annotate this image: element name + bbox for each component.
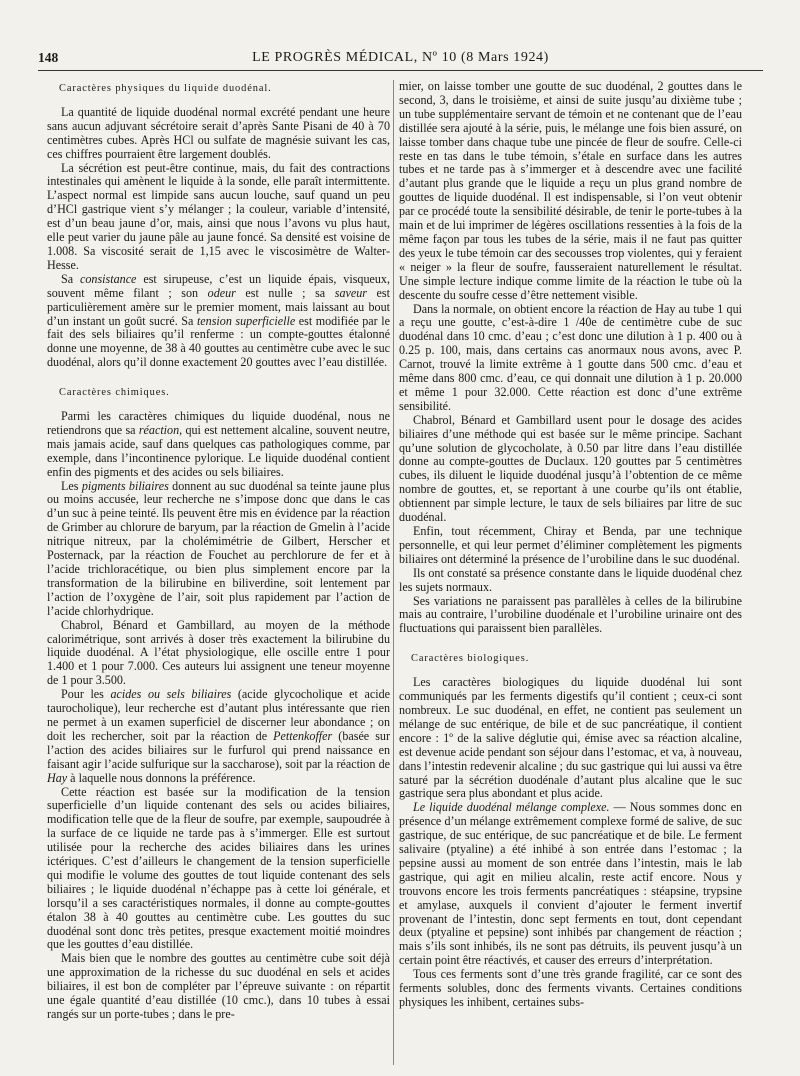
right-column: [399, 80, 742, 1065]
section-heading-chemical: Caractères chimiques.: [59, 387, 170, 399]
paragraph: Les pigments biliaires donnent au suc duodénal sa teinte jaune plus ou moins accusée, leur recherche ne s’impose donc que dans le cas d’un suc à peine teinté. Ils peuvent être mis en évidence par la réaction de Grimber au chlorure de baryum, par la réaction de Gmelin à l’acide nitrique nitreux, par la cholémimétrie de Gilbert, Herscher et Posternack, par la réaction de Fouchet au perchlorure de fer et à l’acide trichloracétique, ou bien plus simplement encore par la transformation de la bilirubine en biliverdine, soit lentement par l’action de l’oxygène de l’air, soit plus rapidement par l’action de l’acide chlorhydrique.: [47, 478, 390, 618]
paragraph: Le liquide duodénal mélange complexe. — Nous sommes donc en présence d’un mélange extrêmement complexe formé de salive, de suc gastrique, de suc entérique, de suc pancréatique et de bile. Le ferment salivaire (ptyaline) a été inhibé à son entrée dans l’estomac ; la pepsine aussi au moment de son entrée dans l’intestin, mais le lab gastrique, qui agit en milieu alcalin, reste actif encore. Nous y trouvons encore les trois ferments pancréatiques : stéapsine, trypsine et amylase, auxquels il convient d’ajouter le ferment invertif provenant de l’intestin, donc sept ferments en tout, dont cependant deux (ptyaline et pepsine) sont inhibés par changement de réaction ; mais s’ils sont inhibés, ils ne sont pas détruits, ils peuvent jusqu’à un certain point être réactivés, et causer des erreurs d’interprétation.: [399, 800, 742, 968]
paragraph: Sa consistance est sirupeuse, c’est un liquide épais, visqueux, souvent même filant ; son odeur est nulle ; sa saveur est particulièrement amère sur le premier moment, mais laissant au bout d’un instant un goût sucré. Sa tension superficielle est modifiée par le fait des sels biliaires qu’il renferme : un compte-gouttes étalonné donne une moyenne, de 38 à 40 gouttes au centimètre cube avec le suc duodénal, alors qu’il donne exactement 20 gouttes avec l’eau distillée.: [47, 271, 390, 370]
paragraph: Dans la normale, on obtient encore la réaction de Hay au tube 1 qui a reçu une goutte, c’est-à-dire 1 /40e de centimètre cube de suc duodénal dans 10 cmc. d’eau ; c’est donc une dilution à 1 p. 400 ou à 0.25 p. 100, mais, dans certains cas anormaux nous avons, avec P. Carnot, trouvé la limite extrême à 1 goutte dans 500 cmc. d’eau et même dans 800 cmc. d’eau, ce qui donnait une dilution à 1 p. 20.000 et même 1 pour 32.000. Cette réaction est donc d’une extrême sensibilité.: [399, 301, 742, 413]
paragraph: Ses variations ne paraissent pas parallèles à celles de la bilirubine mais au contraire, l’urobiline duodénale et l’urobiline urinaire ont des fluctuations qui paraissent bien parallèles.: [399, 593, 742, 636]
paragraph: Chabrol, Bénard et Gambillard, au moyen de la méthode calorimétrique, sont arrivés à doser très exactement la bilirubine du liquide duodénal. A l’état physiologique, elle oscille entre 1 pour 1.400 et 1 pour 7.000. Ces auteurs lui assignent une teneur moyenne de 1 pour 3.500.: [47, 617, 390, 688]
paragraph: Cette réaction est basée sur la modification de la tension superficielle d’un liquide contenant des sels ou acides biliaires, modification telle que de la fleur de soufre, par exemple, saupoudrée à la surface de ce liquide ne tarde pas à s’immerger. Elle est surtout utilisée pour la recherche des acides biliaires dans les urines ictériques. C’est d’ailleurs le changement de la tension superficielle qui modifie le volume des gouttes de tout liquide contenant des sels biliaires ; le liquide duodénal n’échappe pas à cette loi générale, et lorsqu’il a ses caractéristiques normales, il donne au compte-gouttes étalon 38 à 40 gouttes au centimètre cube. Les gouttes du suc duodénal sont donc très petites, presque exactement moitié moindres que les gouttes d’eau distillée.: [47, 784, 390, 952]
left-column: [47, 82, 390, 1067]
journal-title: LE PROGRÈS MÉDICAL, Nº 10 (8 Mars 1924): [252, 50, 549, 65]
section-heading-physical: Caractères physiques du liquide duodénal.: [59, 83, 272, 94]
paragraph: Pour les acides ou sels biliaires (acide glycocholique et acide taurocholique), leur recherche est d’autant plus intéressante que rien ne permet à un examen superficiel de discerner leur abondance ; on doit les rechercher, soit par la réaction de Pettenkoffer (basée sur l’action des acides biliaires sur le furfurol qui prend naissance en faisant agir l’acide sulfurique sur la saccharose), soit par la réaction de Hay à laquelle nous donnons la préférence.: [47, 687, 390, 785]
paragraph: La quantité de liquide duodénal normal excrété pendant une heure sans aucun adjuvant sécrétoire serait d’après Sante Pisani de 40 à 70 centimètres cubes. Après HCl ou sulfate de magnésie suivant les cas, ces chiffres pourraient être largement doublés.: [47, 104, 390, 161]
paragraph: Chabrol, Bénard et Gambillard usent pour le dosage des acides biliaires d’une méthode qui est basée sur le même principe. Sachant qu’une solution de glycocholate, à 0.50 par litre dans l’eau distillée donne au compte-gouttes de Duclaux. 120 gouttes par 5 centimètres cubes, ils diluent le liquide duodénal jusqu’à l’obtention de ce même nombre de gouttes, et, se reportant à une courbe qu’ils ont établie, obtiennent par simple lecture, le taux de sels biliaires par litre de suc duodénal.: [399, 412, 742, 525]
column-divider: [393, 80, 394, 1065]
paragraph: La sécrétion est peut-être continue, mais, du fait des contractions intestinales qui amènent le liquide à la sonde, elle paraît intermittente. L’aspect normal est limpide sans aucun louche, sauf quand un peu d’HCl gastrique vient s’y mélanger ; la couleur, variable d’intensité, est d’un beau jaune d’or, mais, ainsi que nous l’avons vu plus haut, elle peut varier du jaune pâle au jaune foncé. Sa densité est voisine de 1.008. Sa viscosité serait de 1,15 avec le viscosimètre de Walter-Hesse.: [47, 160, 390, 272]
paragraph: Ils ont constaté sa présence constante dans le liquide duodénal chez les sujets normaux.: [399, 565, 742, 594]
paragraph: Mais bien que le nombre des gouttes au centimètre cube soit déjà une approximation de la richesse du suc duodénal en sels et acides biliaires, il est bon de compléter par l’épreuve suivante : on répartit une égale quantité d’eau distillée (10 cmc.), dans 10 tubes à essai rangés sur un porte-tubes ; dans le pre-: [47, 951, 390, 1021]
paragraph: Enfin, tout récemment, Chiray et Benda, par une technique personnelle, et qui leur permet d’éliminer complètement les pigments biliaires ont déterminé la présence de l’urobiline dans le suc duodénal.: [399, 524, 742, 566]
paragraph: mier, on laisse tomber une goutte de suc duodénal, 2 gouttes dans le second, 3, dans le troisième, et ainsi de suite jusqu’au dixième tube ; un tube supplémentaire servant de témoin et ne contenant que de l’eau distillée sera ajouté à la série, puis, le mélange une fois bien assuré, on laisse tomber dans chaque tube une pincée de fleur de soufre. Celle-ci reste en tas dans le tube témoin, s’étale en surface dans les autres tubes et ne tarde pas à s’immerger et à descendre avec une facilité d’autant plus grande que le liquide a reçu un plus grand nombre de gouttes de liquide duodénal. Il est indispensable, si l’on veut obtenir par ce procédé toute la sensibilité désirable, de tenir le porte-tubes à la main et de lui imprimer de légères oscillations ressenties à la fois de la même façon par tous les tubes de la série, mais il ne faut pas quitter des yeux le tube témoin car des secousses trop violentes, qui y feraient « neiger » la fleur de soufre, fausseraient naturellement le résultat. Une simple lecture indique comme limite de la réaction le tube où la descente du soufre cesse d’être nettement visible.: [399, 80, 742, 302]
running-head: [38, 48, 763, 71]
paragraph: Les caractères biologiques du liquide duodénal lui sont communiqués par les ferments digestifs qu’il contient ; ceux-ci sont nombreux. Le suc duodénal, en effet, ne contient pas seulement un mélange de suc entérique, de bile et de suc pancréatique, il contient encore : 1º de la salive déglutie qui, émise avec sa réaction alcaline, est devenue acide pendant son séjour dans l’estomac, et va, à nouveau, dans l’intestin redevenir alcaline ; du suc gastrique qui lui aussi va être saturé par la sécrétion duodénale d’autant plus alcaline que le suc gastrique sera plus abondant et plus acide.: [399, 675, 742, 801]
page-number: 148: [38, 50, 59, 65]
paragraph: Tous ces ferments sont d’une très grande fragilité, car ce sont des ferments solubles, donc des ferments vivants. Certaines conditions physiques les inhibent, certaines subs-: [399, 967, 742, 1009]
paragraph: Parmi les caractères chimiques du liquide duodénal, nous ne retiendrons que sa réaction, qui est nettement alcaline, souvent neutre, mais jamais acide, sauf dans quelques cas pathologiques comme, par exemple, dans l’incontinence pylorique. Le liquide duodénal contient enfin des pigments et des acides ou sels biliaires.: [47, 409, 390, 479]
section-heading-biological: Caractères biologiques.: [411, 653, 530, 665]
